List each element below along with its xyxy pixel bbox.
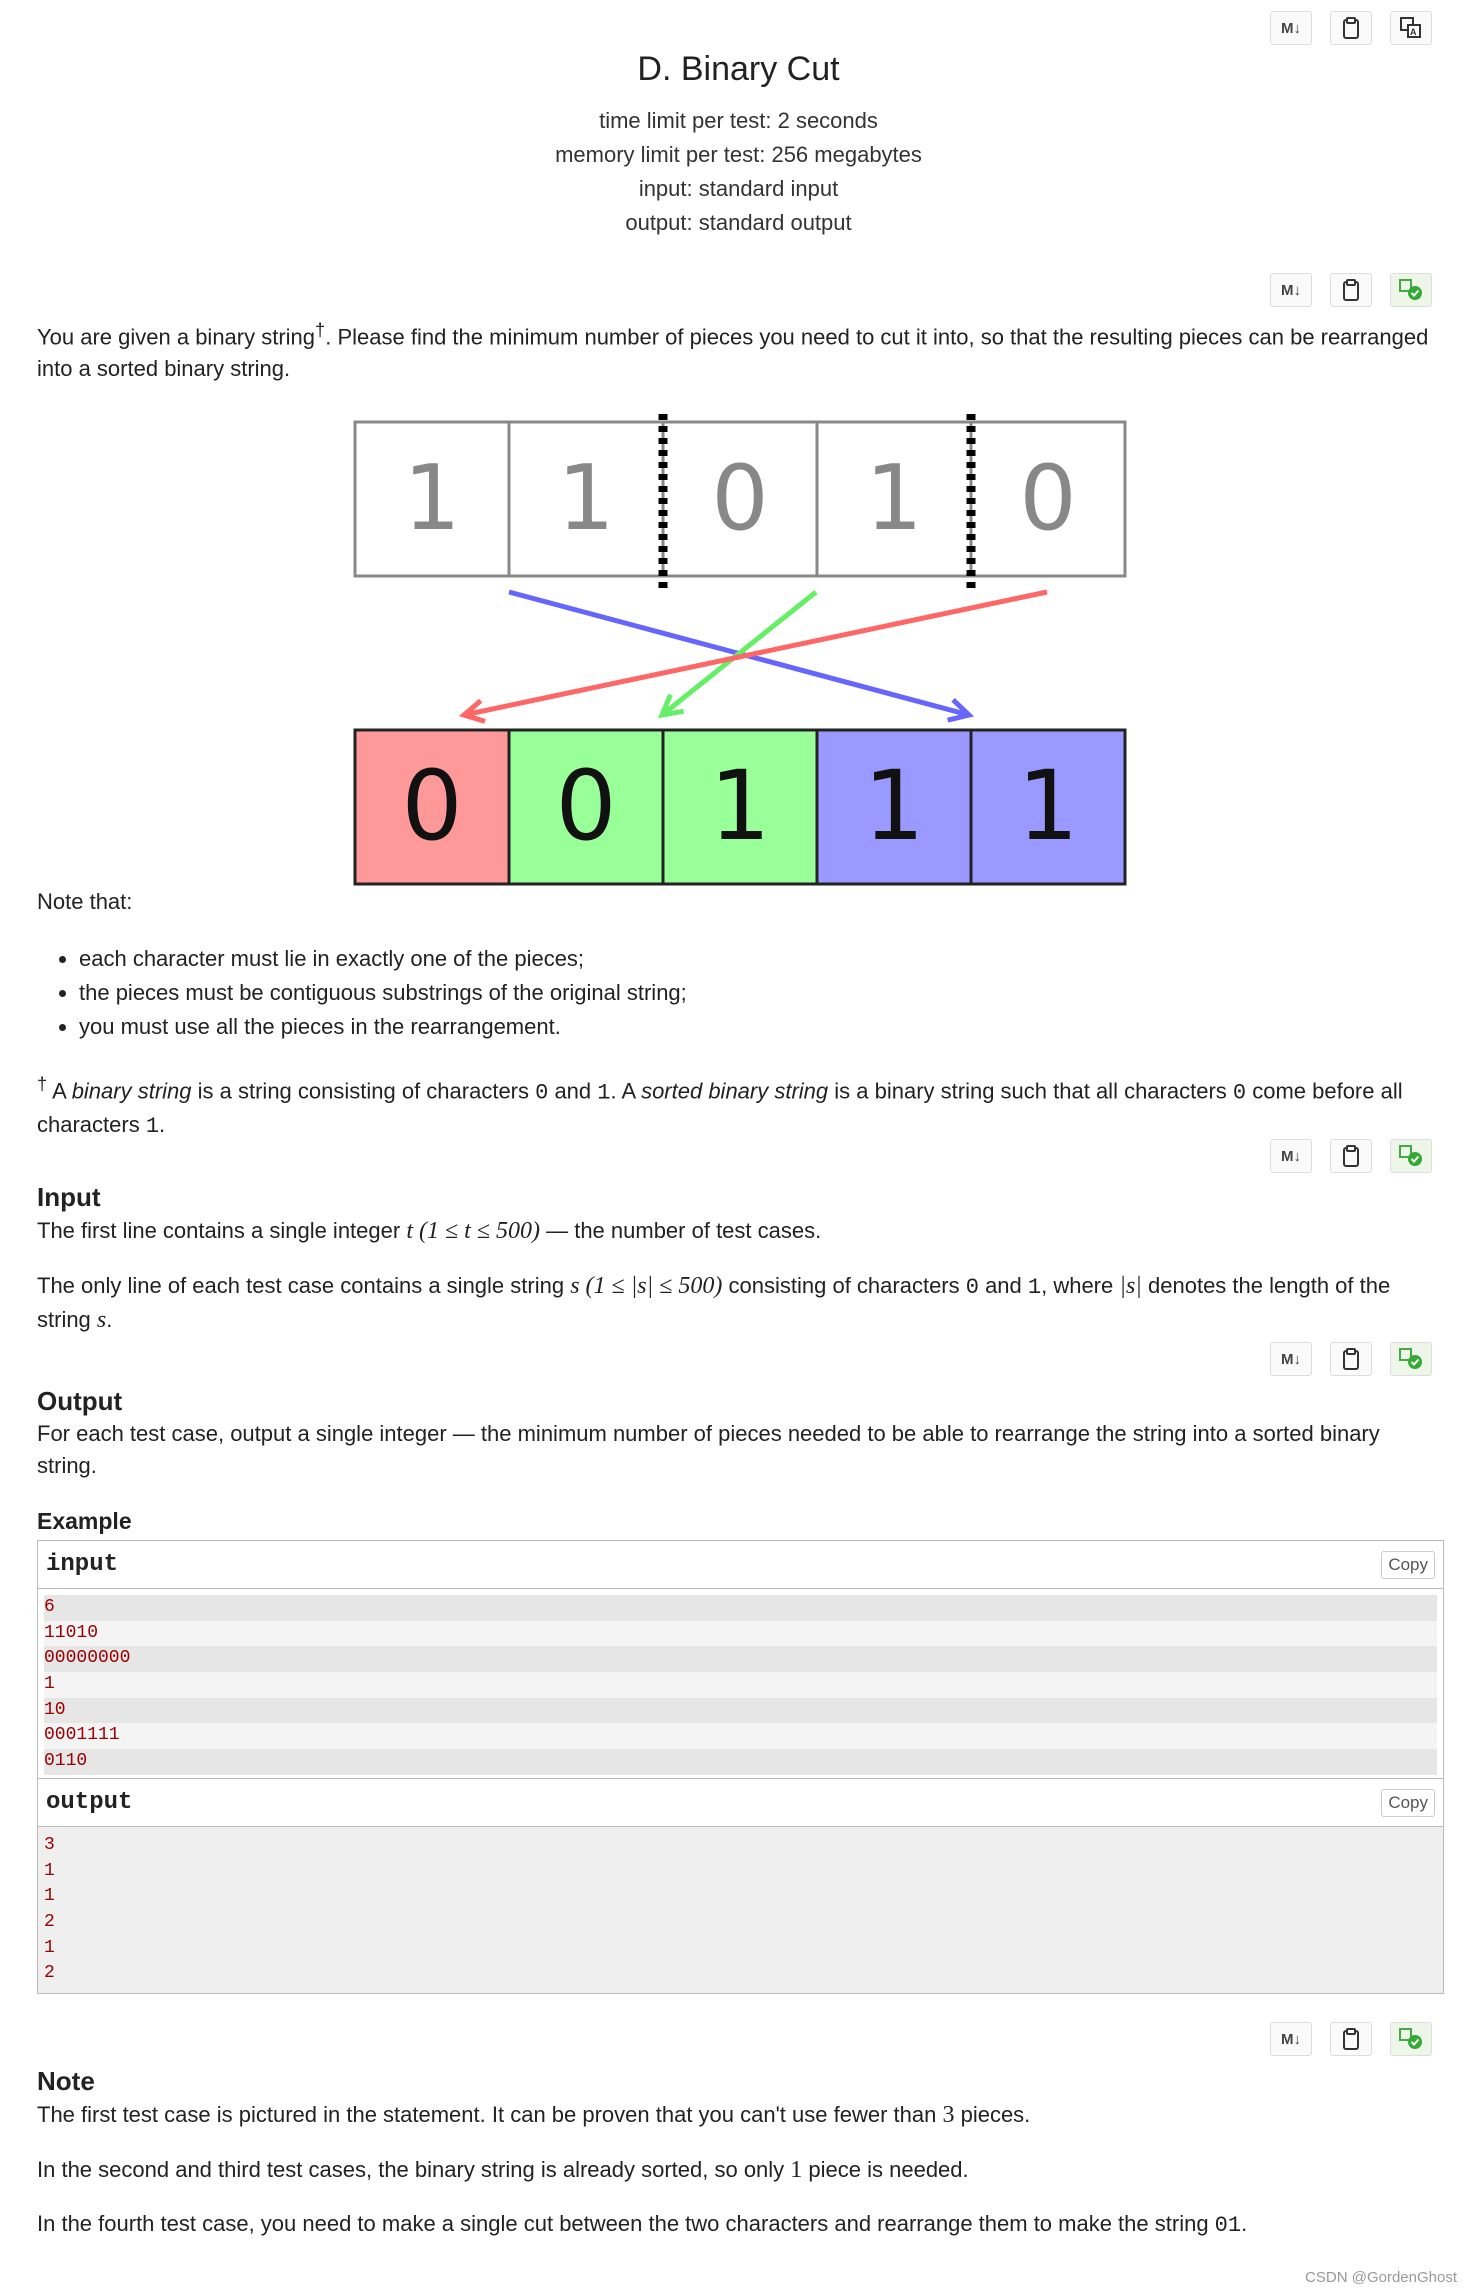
output-line: 2	[44, 1963, 55, 1984]
note-text: The first test case is pictured in the statement. It can be proven that you can't use fewer than	[37, 2102, 943, 2127]
footnote-text: A	[47, 1078, 72, 1104]
math-abs-s: |s|	[1119, 1273, 1142, 1299]
math-number: 1	[790, 2157, 803, 2183]
bottom-digit: 1	[709, 750, 771, 862]
translated-button[interactable]	[1390, 1342, 1432, 1376]
input-line: 1	[44, 1672, 1437, 1698]
markdown-icon: M↓	[1281, 1147, 1301, 1165]
check-icon	[1399, 1348, 1423, 1370]
footnote-text: and	[548, 1078, 598, 1104]
note-text: .	[1241, 2211, 1248, 2236]
sample-output-header	[38, 1779, 1443, 1827]
term-binary-string: binary string	[71, 1078, 192, 1104]
note-text: In the second and third test cases, the binary string is already sorted, so only	[37, 2157, 791, 2182]
check-icon	[1399, 279, 1423, 301]
markdown-button[interactable]	[1270, 1342, 1312, 1376]
note-paragraph-1	[37, 2099, 1442, 2131]
input-line-2	[37, 1270, 1442, 1336]
footnote-text: come before all characters	[37, 1078, 1403, 1138]
output-line: 2	[44, 1912, 55, 1933]
problem-title: D. Binary Cut	[637, 50, 840, 88]
markdown-icon: M↓	[1281, 281, 1301, 299]
input-heading: Input	[37, 1182, 101, 1212]
bottom-digit: 0	[555, 750, 617, 862]
bottom-digit: 1	[863, 750, 925, 862]
check-icon	[1399, 1145, 1423, 1167]
input-line: 11010	[44, 1621, 1437, 1647]
copy-clipboard-button[interactable]	[1330, 1139, 1372, 1173]
sample-input-title: input	[46, 1551, 119, 1578]
clipboard-icon	[1342, 17, 1360, 39]
markdown-button[interactable]	[1270, 11, 1312, 45]
input-text: .	[106, 1307, 113, 1332]
move-arrow	[662, 592, 816, 715]
svg-text:A: A	[1410, 27, 1417, 37]
top-digit: 1	[865, 446, 923, 551]
dagger-mark: †	[315, 319, 326, 340]
clipboard-icon	[1342, 1348, 1360, 1370]
output-spec: output: standard output	[625, 210, 852, 235]
input-line: 00000000	[44, 1646, 1437, 1672]
translate-icon	[1400, 17, 1422, 39]
note-that-label: Note that:	[37, 889, 133, 914]
markdown-button[interactable]	[1270, 2022, 1312, 2056]
translated-button[interactable]	[1390, 273, 1432, 307]
code-01: 01	[1214, 2213, 1242, 2238]
bottom-digit: 1	[1017, 750, 1079, 862]
footnote	[37, 1068, 1442, 1143]
output-line: 1	[44, 1937, 55, 1958]
input-text: denotes the length of the string	[37, 1273, 1391, 1332]
binary-cut-figure	[352, 414, 1132, 890]
math-number: 3	[942, 2102, 955, 2128]
input-line: 10	[44, 1698, 1437, 1724]
markdown-icon: M↓	[1281, 1350, 1301, 1368]
note-text: In the fourth test case, you need to make a single cut between the two characters and rearrange them to make the string	[37, 2211, 1215, 2236]
math-s: s	[96, 1307, 107, 1333]
list-item: • you must use all the pieces in the rearrangement.	[79, 1010, 687, 1044]
copy-input-button[interactable]: Copy	[1381, 1551, 1435, 1579]
input-text: consisting of characters	[722, 1273, 966, 1298]
translated-button[interactable]	[1390, 1139, 1432, 1173]
math-s-range: s (1 ≤ |s| ≤ 500)	[570, 1273, 723, 1299]
statement-intro	[37, 314, 1442, 385]
footnote-text: is a string consisting of characters	[191, 1078, 536, 1104]
time-limit: time limit per test: 2 seconds	[599, 108, 878, 133]
input-text: and	[978, 1273, 1028, 1298]
clipboard-icon	[1342, 2028, 1360, 2050]
check-icon	[1399, 2028, 1423, 2050]
note-text: pieces.	[954, 2102, 1031, 2127]
intro-text-a: You are given a binary string	[37, 324, 316, 350]
sample-input-lines	[38, 1589, 1443, 1781]
list-item: • each character must lie in exactly one of the pieces;	[79, 942, 687, 976]
markdown-button[interactable]	[1270, 1139, 1312, 1173]
markdown-icon: M↓	[1281, 19, 1301, 37]
move-arrow	[464, 592, 1047, 715]
dagger-mark: †	[37, 1073, 48, 1094]
output-line: 1	[44, 1860, 55, 1881]
footnote-text: is a binary string such that all characters	[828, 1078, 1233, 1104]
input-line: 6	[44, 1595, 1437, 1621]
input-text: , where	[1041, 1273, 1120, 1298]
input-spec: input: standard input	[638, 176, 839, 201]
char-zero: 0	[535, 1080, 549, 1106]
copy-clipboard-button[interactable]	[1330, 1342, 1372, 1376]
sample-output-lines	[38, 1827, 1443, 1993]
input-text: The first line contains a single integer	[37, 1218, 407, 1243]
input-line-1	[37, 1215, 1442, 1247]
intro-text-b: . Please find the minimum number of pieces you need to cut it into, so that the resulting pieces can be rearranged into a sorted binary string.	[37, 324, 1429, 382]
note-heading: Note	[37, 2066, 95, 2096]
char-one: 1	[1027, 1275, 1042, 1300]
note-paragraph-2	[37, 2154, 1442, 2186]
note-bullets	[37, 942, 687, 1044]
copy-clipboard-button[interactable]	[1330, 11, 1372, 45]
top-digit: 1	[557, 446, 615, 551]
memory-limit: memory limit per test: 256 megabytes	[555, 142, 922, 167]
translate-button[interactable]	[1390, 11, 1432, 45]
input-text: The only line of each test case contains a single string	[37, 1273, 571, 1298]
char-one: 1	[145, 1114, 160, 1140]
note-text: piece is needed.	[802, 2157, 969, 2182]
top-digit: 0	[711, 446, 769, 551]
term-sorted-binary-string: sorted binary string	[641, 1078, 829, 1104]
char-zero: 0	[965, 1275, 979, 1300]
footnote-text: . A	[610, 1078, 642, 1104]
clipboard-icon	[1342, 1145, 1360, 1167]
sample-output	[37, 1778, 1444, 1994]
markdown-icon: M↓	[1281, 2030, 1301, 2048]
top-digit: 1	[403, 446, 461, 551]
char-zero: 0	[1232, 1080, 1247, 1106]
markdown-button[interactable]	[1270, 273, 1312, 307]
copy-clipboard-button[interactable]	[1330, 273, 1372, 307]
output-line: 1	[44, 1886, 55, 1907]
sample-input	[37, 1540, 1444, 1782]
bottom-digit: 0	[401, 750, 463, 862]
translated-button[interactable]	[1390, 2022, 1432, 2056]
sample-output-title: output	[46, 1789, 133, 1816]
output-text: For each test case, output a single integer — the minimum number of pieces needed to be able to rearrange the string into a sorted binary string.	[37, 1421, 1380, 1478]
output-heading: Output	[37, 1386, 123, 1416]
math-t-range: t (1 ≤ t ≤ 500)	[406, 1218, 540, 1244]
footnote-text: .	[159, 1112, 166, 1138]
list-item: • the pieces must be contiguous substrings of the original string;	[79, 976, 687, 1010]
example-heading: Example	[37, 1508, 132, 1534]
input-text: — the number of test cases.	[539, 1218, 822, 1243]
clipboard-icon	[1342, 279, 1360, 301]
copy-clipboard-button[interactable]	[1330, 2022, 1372, 2056]
input-line: 0110	[44, 1749, 1437, 1775]
sample-input-header	[38, 1541, 1443, 1589]
char-one: 1	[597, 1080, 611, 1106]
note-paragraph-3	[37, 2208, 1442, 2242]
input-line: 0001111	[44, 1723, 1437, 1749]
copy-output-button[interactable]: Copy	[1381, 1789, 1435, 1817]
watermark: CSDN @GordenGhost	[1305, 2269, 1457, 2286]
output-line: 3	[44, 1835, 55, 1855]
top-digit: 0	[1019, 446, 1077, 551]
